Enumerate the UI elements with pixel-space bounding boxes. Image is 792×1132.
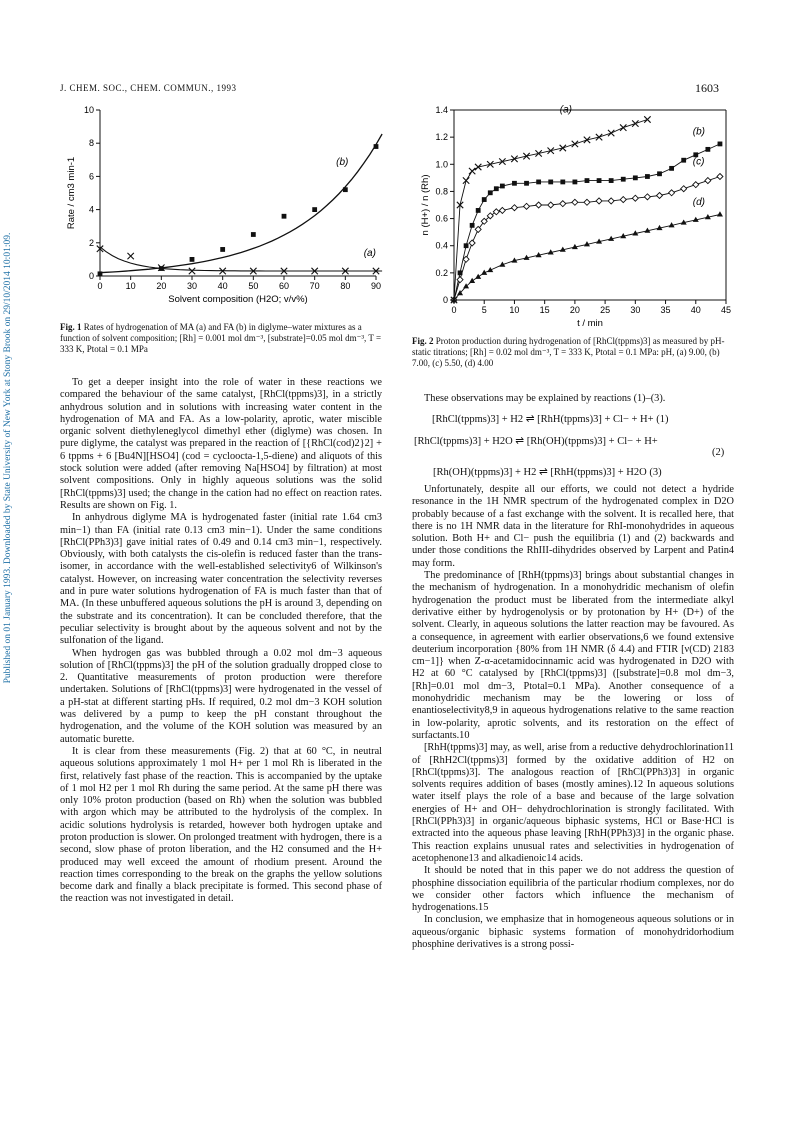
fit-curve-a — [100, 247, 382, 271]
series-label: (a) — [363, 248, 376, 260]
figure-2-chart — [412, 100, 742, 332]
data-point-square-marker — [190, 257, 195, 262]
data-point-square-marker — [585, 178, 590, 183]
data-point-diamond-marker — [560, 201, 566, 207]
x-tick-label: 15 — [539, 305, 550, 315]
data-point-diamond-marker — [705, 178, 711, 184]
data-point-square-marker — [524, 181, 529, 186]
data-point-square-marker — [705, 147, 710, 152]
right-intro: These observations may be explained by reactions (1)–(3). — [424, 393, 666, 404]
paragraph: Unfortunately, despite all our efforts, we could not detect a hydride resonance in the 1H NMR spectrum of the hydrogenated complex in D2O probably because of a fast exchange with the solvent. It is recalled here, that there is no 1H NMR data in the literature for RhI-monohydrides in aqueous solution. Both H+ and Cl− push the equilibria (1) and (2) backwards and under those conditions the RhIII-dihydrides observed by Larpent and Patin4 may form. — [412, 484, 734, 569]
data-point-diamond-marker — [499, 207, 505, 213]
data-point-diamond-marker — [536, 202, 542, 208]
data-point-triangle-marker — [469, 278, 475, 283]
x-tick-label: 70 — [309, 281, 320, 291]
data-point-x-marker — [463, 177, 469, 183]
paragraph: In anhydrous diglyme MA is hydrogenated faster (initial rate 1.64 cm3 min−1) than FA (initial rate 0.13 cm3 min−1). Under the same conditions [RhCl(PPh3)3] gave initial rates of 0.49 and 0.14 cm3 min−1, respectively. Obviously, with both catalysts the cis-olefin is reduced faster than the trans-isomer, in accordance with the well-established selectivity6 of Wilkinson's catalyst. However, on increasing water concentration the selectivity reverses and in pure water solutions hydrogenation of FA is much faster than that of MA. (In these unbuffered aqueous solutions the pH is around 3, depending on the substrate and its concentration). It can be concluded therefore, that the peculiar selectivity is brought about by the aqueous solvent and not by the sulfonation of the ligand. — [60, 512, 382, 647]
download-watermark: Published on 01 January 1993. Downloaded by State University of New York at Stony Brook on 29/10/2014 10:01:09. — [3, 232, 13, 684]
data-point-x-marker — [189, 268, 195, 274]
data-point-square-marker — [464, 243, 469, 248]
series-label: (d) — [692, 197, 705, 208]
x-axis-label: Solvent composition (H2O; v/v%) — [168, 294, 308, 305]
data-point-diamond-marker — [572, 199, 578, 205]
y-axis-label: Rate / cm3 min-1 — [66, 156, 77, 230]
figure-2-label: Fig. 2 — [412, 336, 434, 346]
y-tick-label: 0.4 — [435, 240, 448, 251]
figure-2-caption — [412, 336, 734, 368]
x-tick-label: 40 — [217, 281, 228, 291]
data-point-triangle-marker — [717, 211, 723, 216]
y-tick-label: 0.6 — [435, 213, 448, 224]
data-point-x-marker — [620, 124, 626, 130]
series-line-2 — [454, 177, 720, 301]
journal-header: J. CHEM. SOC., CHEM. COMMUN., 1993 — [60, 83, 237, 93]
data-point-x-marker — [644, 116, 650, 122]
data-point-square-marker — [312, 207, 317, 212]
figure-1-label: Fig. 1 — [60, 322, 82, 332]
data-point-square-marker — [645, 174, 650, 179]
data-point-diamond-marker — [493, 209, 499, 215]
x-tick-label: 60 — [278, 281, 290, 291]
data-point-x-marker — [632, 120, 638, 126]
data-point-diamond-marker — [681, 186, 687, 192]
series-line-1 — [454, 144, 720, 300]
series-label: (a) — [559, 104, 573, 116]
data-point-triangle-marker — [475, 274, 481, 279]
figure-1-caption — [60, 322, 382, 354]
right-column — [412, 484, 734, 951]
data-point-x-marker — [487, 161, 493, 167]
x-tick-label: 30 — [630, 305, 641, 315]
paragraph: It is clear from these measurements (Fig. 2) that at 60 °C, in neutral aqueous solutions approximately 1 mol H+ per 1 mol Rh is liberated in the first, relatively fast phase of the reaction. This is accompanied by the uptake of 1 mol H2 per 1 mol Rh during the same period. At the same pH there was only 10% proton production (based on Rh) when the solution was bubbled with argon which may be attributed to the hydrolysis of the complex. In acidic solutions hydrolysis is retarded, however both hydrogen uptake and proton production is slower. On prolonged treatment with hydrogen, there is a second, slow phase of proton liberation, and the H2 consumed and the H+ produced may well exceed the amount of rhodium present. Around the reaction times corresponding to the break on the graphs the yellow solutions become dark and finally a black precipitate is formed. This second phase of the reaction was not investigated in detail. — [60, 745, 382, 905]
data-point-x-marker — [469, 168, 475, 174]
series-label: (b) — [336, 156, 349, 168]
data-point-square-marker — [476, 208, 481, 213]
data-point-x-marker — [548, 148, 554, 154]
x-tick-label: 5 — [481, 305, 487, 315]
y-tick-label: 0.8 — [435, 186, 448, 197]
data-point-square-marker — [470, 223, 475, 228]
data-point-x-marker — [596, 134, 602, 140]
data-point-diamond-marker — [717, 174, 723, 180]
data-point-diamond-marker — [657, 193, 663, 199]
data-point-x-marker — [499, 158, 505, 164]
data-point-square-marker — [669, 166, 674, 171]
data-point-square-marker — [560, 180, 565, 185]
data-point-diamond-marker — [608, 198, 614, 204]
data-point-x-marker — [560, 145, 566, 151]
data-point-square-marker — [512, 181, 517, 186]
data-point-x-marker — [584, 137, 590, 143]
data-point-square-marker — [597, 178, 602, 183]
y-tick-label: 1.4 — [435, 105, 448, 115]
data-point-diamond-marker — [669, 190, 675, 196]
data-point-diamond-marker — [693, 182, 699, 188]
x-tick-label: 45 — [720, 305, 732, 315]
data-point-square-marker — [609, 178, 614, 183]
data-point-diamond-marker — [524, 203, 530, 209]
x-tick-label: 40 — [690, 305, 701, 315]
x-tick-label: 90 — [370, 281, 382, 291]
data-point-square-marker — [633, 175, 638, 180]
y-tick-label: 10 — [83, 105, 94, 115]
data-point-square-marker — [621, 177, 626, 182]
fit-curve-b — [100, 134, 382, 273]
data-point-diamond-marker — [548, 202, 554, 208]
page-number: 1603 — [695, 81, 719, 95]
x-tick-label: 30 — [186, 281, 198, 291]
data-point-square-marker — [220, 247, 225, 252]
data-point-square-marker — [251, 232, 256, 237]
y-axis-label: n (H+) / n (Rh) — [420, 174, 431, 236]
x-tick-label: 20 — [569, 305, 580, 315]
y-tick-label: 4 — [88, 204, 94, 215]
paragraph: In conclusion, we emphasize that in homogeneous aqueous solutions or in aqueous/organic biphasic systems formation of monohydridorhodium phosphine derivatives is a strong possi- — [412, 914, 734, 950]
series-label: (b) — [692, 126, 705, 138]
data-point-x-marker — [523, 153, 529, 159]
x-axis-label: t / min — [577, 318, 603, 329]
x-tick-label: 0 — [451, 305, 457, 315]
data-point-square-marker — [657, 171, 662, 176]
x-tick-label: 50 — [248, 281, 259, 291]
data-point-x-marker — [475, 164, 481, 170]
x-tick-label: 25 — [600, 305, 611, 315]
x-tick-label: 80 — [340, 281, 351, 291]
y-tick-label: 0.2 — [435, 267, 448, 278]
paragraph: To get a deeper insight into the role of water in these reactions we compared the behaviour of the same catalyst, [RhCl(tppms)3], in a strictly anhydrous solution and in solutions with increasing water content in the hydrogenation of MA and FA. As a low-polarity, aprotic, water miscible organic solvent diethyleneglycol dimethyl ether (diglyme) was chosen. In pure diglyme, the catalyst was prepared in the reaction of [{RhCl(cod)2}2] + 6 tppms + 6 [Bu4N][HSO4] (cod = cycloocta-1,5-diene) and aliquots of this stock solution were added (after removing Na[HSO4] by filtration) at most solvent compositions. Only in highly aqueous solutions was the solid [RhCl(tppms)3] used; the change in the cation had no effect on reaction rates. Results are shown on Fig. 1. — [60, 377, 382, 511]
y-tick-label: 0 — [88, 271, 94, 281]
y-tick-label: 1.2 — [435, 132, 448, 143]
x-tick-label: 0 — [97, 281, 103, 291]
x-tick-label: 10 — [125, 281, 136, 291]
data-point-diamond-marker — [584, 199, 590, 205]
x-tick-label: 35 — [660, 305, 671, 315]
data-point-square-marker — [282, 214, 287, 219]
data-point-diamond-marker — [620, 197, 626, 203]
y-tick-label: 2 — [88, 237, 94, 248]
data-point-square-marker — [482, 197, 487, 202]
data-point-x-marker — [608, 130, 614, 136]
data-point-square-marker — [500, 184, 505, 189]
data-point-x-marker — [511, 156, 517, 162]
data-point-square-marker — [681, 158, 686, 163]
data-point-square-marker — [494, 186, 499, 191]
y-tick-label: 6 — [88, 171, 94, 182]
paragraph: The predominance of [RhH(tppms)3] brings about substantial changes in the mechanism of hydrogenation. In a monohydridic mechanism of olefin hydrogenation the product must be liberated from the intermediate alkyl derivative either by hydrogenolysis or by protonation by H+ (D+) of the solvent. Clearly, in aqueous solutions the latter reaction may be favoured. As a consequence, in agreement with earlier observations,6 we found extensive deuterium incorporation {80% from 1H NMR (δ 4.4) and FTIR [ν(CD) 2183 cm−1]} when Z-α-acetamidocinnamic acid was hydrogenated in D2O with H2 at 60 °C catalysed by [RhCl(tppms)3] ([substrate]=0.8 mol dm−3, [Rh]=0.01 mol dm−3, Ptotal=0.1 MPa). Another consequence of a monohydridic mechanism may be the lowering or loss of enantioselectivity8,9 in aqueous hydrogenations relative to the same reaction in low-polarity, aprotic solvents, and its restoration on the effect of surfactants.10 — [412, 570, 734, 741]
data-point-diamond-marker — [511, 205, 517, 211]
data-point-square-marker — [572, 180, 577, 185]
series-line-3 — [454, 215, 720, 301]
data-point-x-marker — [535, 150, 541, 156]
left-column — [60, 377, 382, 906]
y-tick-label: 8 — [88, 138, 94, 149]
paragraph: When hydrogen gas was bubbled through a 0.02 mol dm−3 aqueous solution of [RhCl(tppms)3] the pH of the solution gradually dropped close to 2. Quantitative measurements of proton production were therefore undertaken. Solutions of [RhCl(tppms)3] were hydrogenated in the vessel of a pH-stat at different starting pHs. If required, 0.2 mol dm−3 KOH solution was delivered by a pump to keep the pH constant throughout the hydrogenation, and the volume of the KOH solution was measured by an automatic burette. — [60, 647, 382, 745]
data-point-square-marker — [548, 180, 553, 185]
data-point-diamond-marker — [463, 256, 469, 262]
paragraph: [RhH(tppms)3] may, as well, arise from a reductive dehydrochlorination11 of [RhH2Cl(tppms)3] formed by the oxidative addition of H2 on [RhCl(tppms)3]. The analogous reaction of [RhCl(PPh3)3] in organic solvents requires addition of bases (mostly amines).12 In aqueous solutions water itself plays the role of a base and because of the large solvation energies of H+ and OH− dehydrochlorination is strongly facilitated. With [RhCl(PPh3)3] in organic/aqueous biphasic systems, HCl or Base·HCl is extracted into the aqueous phase leaving [RhH(PPh3)3] in the organic phase. This reaction explains unusual rates and selectivities in hydrogenation of acetophenone13 and alkadienoic14 acids. — [412, 742, 734, 864]
paragraph: It should be noted that in this paper we do not address the question of phosphine dissociation equilibria of the particular rhodium complexes, nor do we consider other factors which influence the mechanism of hydrogenations.15 — [412, 865, 734, 914]
data-point-square-marker — [718, 142, 723, 147]
figure-2-text: Proton production during hydrogenation of [RhCl(tppms)3] as measured by pH-static titrations; [Rh] = 0.02 mol dm⁻³, T = 333 K, Ptotal = 0.1 MPa: pH, (a) 9.00, (b) 7.00, (c) 5.50, (d) 4.00 — [412, 336, 725, 368]
data-point-diamond-marker — [596, 198, 602, 204]
data-point-diamond-marker — [469, 240, 475, 246]
y-tick-label: 0 — [442, 295, 448, 305]
series-label: (c) — [692, 156, 705, 168]
x-tick-label: 20 — [156, 281, 167, 291]
data-point-diamond-marker — [632, 195, 638, 201]
equation-2-number: (2) — [712, 447, 725, 458]
equation-2: [RhCl(tppms)3] + H2O ⇌ [Rh(OH)(tppms)3] + Cl− + H+ — [414, 436, 658, 447]
x-tick-label: 10 — [509, 305, 520, 315]
equation-3: [Rh(OH)(tppms)3] + H2 ⇌ [RhH(tppms)3] + H2O (3) — [433, 467, 662, 478]
figure-1-chart — [58, 100, 388, 310]
y-tick-label: 1.0 — [435, 159, 448, 170]
data-point-square-marker — [536, 180, 541, 185]
data-point-diamond-marker — [644, 194, 650, 200]
figure-1-text: Rates of hydrogenation of MA (a) and FA (b) in diglyme–water mixtures as a function of solvent composition; [Rh] = 0.001 mol dm⁻³, [substrate]=0.05 mol dm⁻³, T = 333 K, Ptotal = 0.1 MPa — [60, 322, 382, 354]
equation-1: [RhCl(tppms)3] + H2 ⇌ [RhH(tppms)3] + Cl− + H+ (1) — [432, 414, 669, 425]
data-point-x-marker — [572, 141, 578, 147]
data-point-x-marker — [127, 253, 133, 259]
data-point-square-marker — [488, 190, 493, 195]
